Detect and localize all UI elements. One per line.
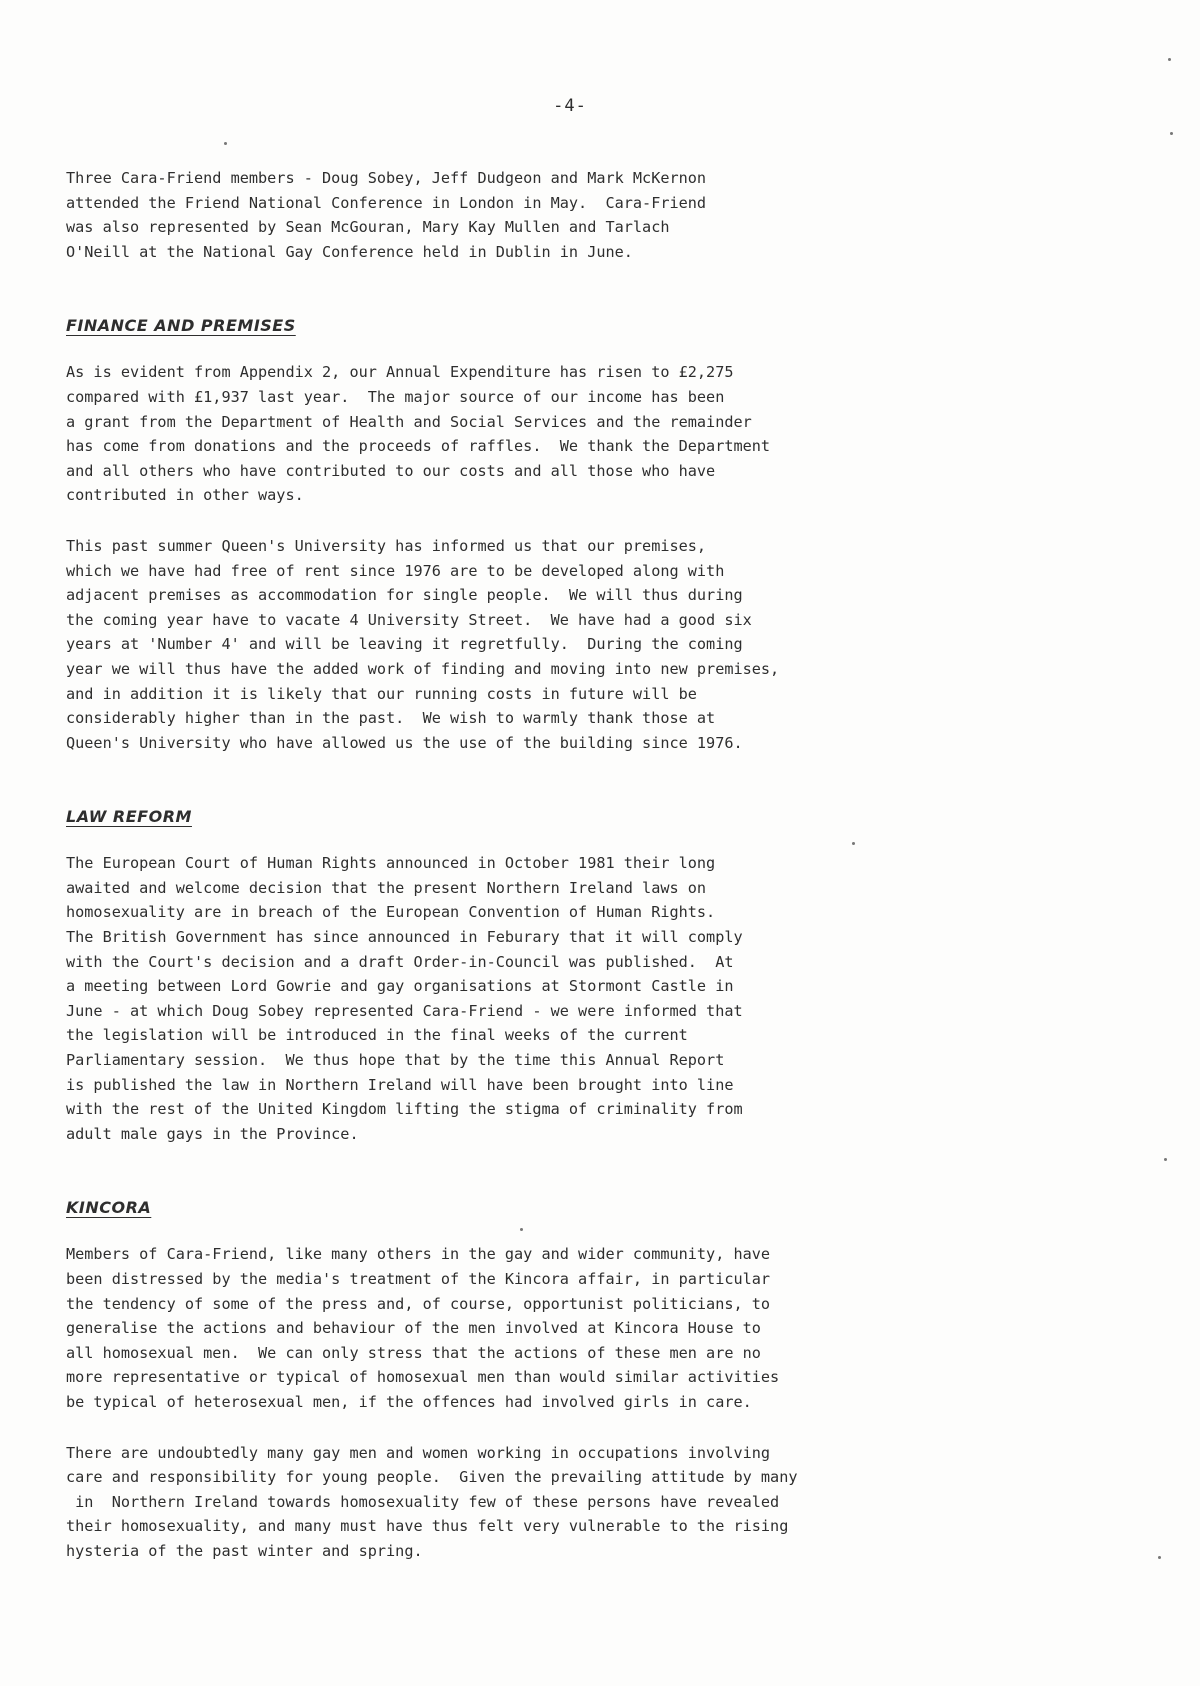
- text-line: hysteria of the past winter and spring.: [66, 1541, 423, 1560]
- text-line: more representative or typical of homosexual men than would similar activities: [66, 1368, 780, 1387]
- scan-speck: [1164, 1158, 1167, 1161]
- finance-paragraph-2: [66, 534, 1066, 755]
- text-line: Three Cara-Friend members - Doug Sobey, Jeff Dudgeon and Mark McKernon: [66, 169, 707, 187]
- text-line: year we will thus have the added work of finding and moving into new premises,: [66, 659, 780, 678]
- intro-paragraph: [66, 166, 1066, 264]
- text-line: and in addition it is likely that our running costs in future will be: [66, 684, 697, 703]
- text-line: and all others who have contributed to our costs and all those who have: [66, 461, 716, 480]
- text-line: the coming year have to vacate 4 University Street. We have had a good six: [66, 610, 752, 629]
- scan-speck: [1170, 132, 1173, 135]
- text-line: with the Court's decision and a draft Order-in-Council was published. At: [66, 952, 734, 971]
- text-line: This past summer Queen's University has informed us that our premises,: [66, 536, 707, 555]
- text-line: all homosexual men. We can only stress that the actions of these men are no: [66, 1343, 761, 1362]
- text-line: homosexuality are in breach of the European Convention of Human Rights.: [66, 903, 716, 922]
- text-line: Members of Cara-Friend, like many others in the gay and wider community, have: [66, 1245, 771, 1264]
- text-line: has come from donations and the proceeds of raffles. We thank the Department: [66, 437, 771, 456]
- section-heading-law-reform: LAW REFORM: [66, 807, 192, 827]
- scan-speck: [224, 142, 227, 145]
- text-line: the tendency of some of the press and, of course, opportunist politicians, to: [66, 1294, 771, 1313]
- text-line: be typical of heterosexual men, if the offences had involved girls in care.: [66, 1392, 752, 1411]
- text-line: The European Court of Human Rights announced in October 1981 their long: [66, 854, 716, 873]
- section-heading-kincora: KINCORA: [66, 1198, 152, 1218]
- section-heading-finance: FINANCE AND PREMISES: [66, 316, 296, 336]
- text-line: There are undoubtedly many gay men and women working in occupations involving: [66, 1443, 771, 1462]
- text-line: years at 'Number 4' and will be leaving it regretfully. During the coming: [66, 635, 743, 654]
- text-line: considerably higher than in the past. We wish to warmly thank those at: [66, 709, 716, 728]
- text-line: O'Neill at the National Gay Conference held in Dublin in June.: [66, 242, 633, 261]
- text-line: generalise the actions and behaviour of the men involved at Kincora House to: [66, 1319, 761, 1338]
- text-line: was also represented by Sean McGouran, Mary Kay Mullen and Tarlach: [66, 218, 670, 237]
- page-number: -4-: [553, 96, 587, 116]
- law-reform-paragraph: [66, 851, 1066, 1146]
- document-body: [66, 166, 1066, 1564]
- kincora-paragraph-2: [66, 1441, 1066, 1564]
- text-line: awaited and welcome decision that the present Northern Ireland laws on: [66, 878, 707, 897]
- text-line: in Northern Ireland towards homosexuality few of these persons have revealed: [66, 1492, 780, 1511]
- text-line: Queen's University who have allowed us the use of the building since 1976.: [66, 733, 743, 752]
- text-line: been distressed by the media's treatment of the Kincora affair, in particular: [66, 1270, 771, 1288]
- finance-paragraph-1: [66, 360, 1066, 508]
- text-line: Parliamentary session. We thus hope that by the time this Annual Report: [66, 1051, 725, 1070]
- text-line: attended the Friend National Conference in London in May. Cara-Friend: [66, 193, 707, 212]
- text-line: compared with £1,937 last year. The major source of our income has been: [66, 387, 725, 406]
- text-line: a meeting between Lord Gowrie and gay organisations at Stormont Castle in: [66, 977, 734, 996]
- text-line: adjacent premises as accommodation for single people. We will thus during: [66, 586, 743, 605]
- text-line: their homosexuality, and many must have thus felt very vulnerable to the rising: [66, 1517, 789, 1536]
- text-line: adult male gays in the Province.: [66, 1124, 359, 1143]
- text-line: which we have had free of rent since 1976 are to be developed along with: [66, 561, 725, 580]
- scan-speck: [1158, 1556, 1161, 1559]
- text-line: contributed in other ways.: [66, 486, 304, 505]
- scan-speck: [520, 1228, 523, 1231]
- text-line: the legislation will be introduced in the final weeks of the current: [66, 1026, 688, 1045]
- scan-speck: [852, 842, 855, 845]
- text-line: care and responsibility for young people. Given the prevailing attitude by many: [66, 1468, 798, 1487]
- text-line: is published the law in Northern Ireland will have been brought into line: [66, 1075, 734, 1094]
- kincora-paragraph-1: [66, 1242, 1066, 1414]
- text-line: a grant from the Department of Health and Social Services and the remainder: [66, 412, 752, 431]
- scan-speck: [1168, 58, 1171, 61]
- text-line: As is evident from Appendix 2, our Annual Expenditure has risen to £2,275: [66, 363, 734, 382]
- text-line: June - at which Doug Sobey represented Cara-Friend - we were informed that: [66, 1001, 743, 1020]
- text-line: with the rest of the United Kingdom lifting the stigma of criminality from: [66, 1100, 743, 1119]
- text-line: The British Government has since announced in Feburary that it will comply: [66, 928, 743, 947]
